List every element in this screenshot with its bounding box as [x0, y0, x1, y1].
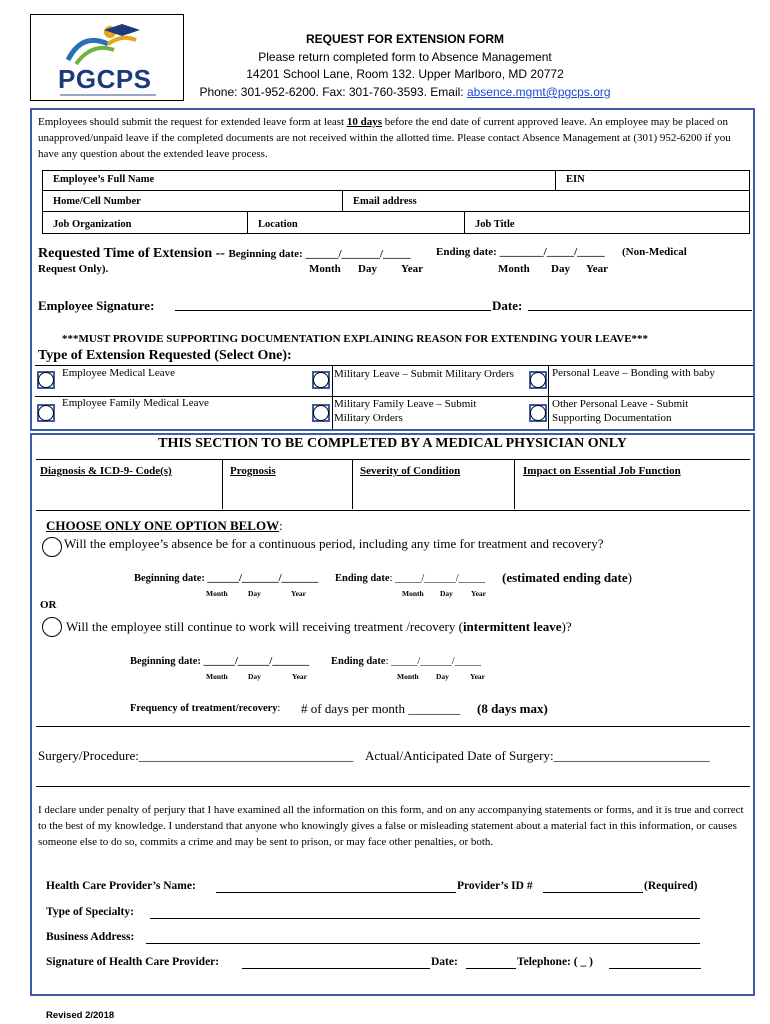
choose-option-heading [46, 518, 283, 534]
provider-id-line[interactable] [543, 892, 643, 893]
choose-option-text: CHOOSE ONLY ONE OPTION BELOW [46, 518, 280, 533]
choose-option-colon: : [279, 518, 283, 533]
documentation-notice: ***MUST PROVIDE SUPPORTING DOCUMENTATION EXPLAINING REASON FOR EXTENDING YOUR LEAVE*** [62, 333, 649, 345]
ext-end-month: Month [498, 263, 530, 275]
option-other-personal-radio[interactable] [530, 405, 546, 421]
type-grid-v1 [332, 365, 333, 429]
type-section-title: Type of Extension Requested (Select One): [38, 348, 292, 363]
frequency-label: Frequency of treatment/recovery [130, 703, 278, 714]
intro-text [38, 114, 748, 162]
organization-cell[interactable] [42, 211, 248, 234]
location-cell[interactable] [247, 211, 465, 234]
ein-label: EIN [566, 174, 585, 185]
option-personal-radio[interactable] [530, 372, 546, 388]
continuous-radio[interactable] [42, 537, 62, 557]
address: 14201 School Lane, Room 132. Upper Marlboro, MD 20772 [246, 67, 564, 81]
or-label: OR [40, 599, 57, 611]
ext-begin-month: Month [309, 263, 341, 275]
pgcps-logo-icon [62, 20, 154, 66]
extension-end[interactable]: Ending date: ________/_____/_____ [436, 246, 605, 258]
employee-signature-line[interactable] [175, 310, 491, 311]
continuous-begin-date[interactable]: Beginning date: ______/_______/_______ [134, 573, 319, 584]
signature-date-label: Date: [492, 298, 523, 313]
organization-label: Job Organization [53, 219, 132, 230]
provider-signature-line[interactable] [242, 968, 430, 969]
surgery-procedure[interactable]: Surgery/Procedure:_________________________________ [38, 748, 354, 763]
diagnosis-header: Diagnosis & ICD-9- Code(s) [40, 465, 172, 477]
option-other-personal-label: Other Personal Leave - Submit Supporting Documentation [552, 398, 689, 424]
employee-signature-label: Employee Signature: [38, 298, 155, 313]
provider-name-line[interactable] [216, 892, 456, 893]
option-military-radio[interactable] [313, 372, 329, 388]
option-medical-radio[interactable] [38, 372, 54, 388]
contact-prefix: Phone: 301-952-6200. Fax: 301-760-3593. Email: [199, 85, 467, 99]
intermittent-radio[interactable] [42, 617, 62, 637]
surgery-date[interactable]: Actual/Anticipated Date of Surgery:________________________ [365, 748, 710, 763]
i-end-year: Year [470, 672, 485, 681]
c-end-day: Day [440, 589, 453, 598]
option-family-medical-radio[interactable] [38, 405, 54, 421]
job-title-label: Job Title [475, 219, 515, 230]
job-title-cell[interactable] [464, 211, 750, 234]
provider-date-line[interactable] [466, 968, 516, 969]
frequency-value[interactable]: # of days per month ________ [301, 701, 461, 716]
ein-cell[interactable] [555, 170, 750, 191]
business-address-line[interactable] [146, 943, 700, 944]
logo-underline [60, 94, 156, 96]
specialty-line[interactable] [150, 918, 700, 919]
continuous-question: Will the employee’s absence be for a continuous period, including any time for treatment and recovery? [64, 536, 604, 551]
ext-begin-year: Year [401, 263, 423, 275]
intro-part2: before the end date of current approved leave. An employee may be placed on unapproved/unpaid leave if the completed documents are not received within the allotted time. Please contact Absence Management at (301) 952-6200 if you have any question about the extended leave process. [38, 116, 731, 160]
option-military-label: Military Leave – Submit Military Orders [334, 368, 514, 380]
continuous-end-fill: : _____/______/_____ [389, 573, 485, 584]
nonmedical-label: (Non-Medical [622, 246, 687, 258]
intermittent-q-post: )? [561, 619, 572, 634]
option-family-medical-label: Employee Family Medical Leave [62, 397, 209, 409]
option-military-family-radio[interactable] [313, 405, 329, 421]
email-label: Email address [353, 196, 417, 207]
logo-text: PGCPS [58, 64, 152, 94]
location-label: Location [258, 219, 298, 230]
estimated-ending-text: (estimated ending date [502, 570, 628, 585]
impact-header: Impact on Essential Job Function [523, 465, 681, 477]
i-end-day: Day [436, 672, 449, 681]
diagnosis-col-sep2 [352, 459, 353, 509]
form-title: REQUEST FOR EXTENSION FORM [305, 32, 504, 46]
provider-name-label: Health Care Provider’s Name: [46, 880, 196, 892]
estimated-ending-close: ) [627, 570, 633, 585]
signature-date-line[interactable] [528, 310, 752, 311]
return-instructions: Please return completed form to Absence Management [258, 50, 552, 64]
provider-date-label: Date: [431, 956, 458, 968]
employee-name-label: Employee’s Full Name [53, 174, 155, 185]
phone-label: Home/Cell Number [53, 196, 141, 207]
ext-end-day: Day [551, 263, 570, 275]
intro-days: 10 days [346, 116, 382, 128]
continuous-end-date[interactable] [335, 573, 485, 584]
provider-id-required: (Required) [644, 880, 698, 892]
provider-signature-label: Signature of Health Care Provider: [46, 956, 220, 968]
c-begin-day: Day [248, 589, 261, 598]
type-grid-v2 [548, 365, 549, 429]
provider-id-label: Provider’s ID # [457, 880, 533, 892]
extension-begin[interactable]: Beginning date: ______/_______/_____ [228, 248, 411, 260]
severity-header: Severity of Condition [360, 465, 461, 477]
intermittent-end-date[interactable] [331, 656, 481, 667]
c-end-year: Year [471, 589, 486, 598]
provider-telephone-label: Telephone: ( _ ) [517, 956, 593, 968]
ext-begin-day: Day [358, 263, 377, 275]
option-personal-label: Personal Leave – Bonding with baby [552, 367, 715, 379]
intermittent-begin-date[interactable]: Beginning date: ______/______/_______ [130, 656, 310, 667]
prognosis-header: Prognosis [230, 465, 276, 477]
declaration-text: I declare under penalty of perjury that I have examined all the information on this form, and on any accompanying statements or forms, and it is true and correct to the best of my knowledge. I understand that anyone who knowingly gives a false or misleading statement about a material fact in this information, or causes someone else to do so, commits a crime and may be sent to prison, or may face other penalties, or both. [38, 804, 744, 848]
contact-line [190, 85, 620, 99]
medical-divider-1 [36, 726, 750, 727]
frequency-max: (8 days max) [477, 701, 548, 716]
intermittent-question [66, 619, 572, 635]
intermittent-end-label: Ending date [331, 656, 386, 667]
c-end-month: Month [402, 589, 424, 598]
intermittent-q-bold: intermittent leave [462, 619, 562, 634]
business-address-label: Business Address: [46, 931, 135, 943]
email-link[interactable]: absence.mgmt@pgcps.org [466, 85, 611, 99]
specialty-label: Type of Specialty: [46, 906, 134, 918]
provider-telephone-line[interactable] [609, 968, 701, 969]
frequency-row [130, 703, 280, 714]
medical-divider-2 [36, 786, 750, 787]
diagnosis-col-sep1 [222, 459, 223, 509]
frequency-colon: : [277, 703, 281, 714]
ext-end-year: Year [586, 263, 608, 275]
intro-part1: Employees should submit the request for extended leave form at least [38, 116, 347, 128]
intermittent-q-pre: Will the employee still continue to work will receiving treatment /recovery ( [66, 619, 463, 634]
extension-row [38, 244, 411, 262]
i-begin-month: Month [206, 672, 228, 681]
estimated-ending-label [502, 570, 632, 586]
i-begin-day: Day [248, 672, 261, 681]
extension-label: Requested Time of Extension -- [38, 246, 229, 261]
c-begin-month: Month [206, 589, 228, 598]
phone-cell[interactable] [42, 190, 343, 212]
i-end-month: Month [397, 672, 419, 681]
option-military-family-label: Military Family Leave – Submit Military Orders [334, 398, 477, 424]
request-only-label: Request Only). [38, 263, 109, 275]
continuous-end-label: Ending date [335, 573, 390, 584]
medical-section-title: THIS SECTION TO BE COMPLETED BY A MEDICAL PHYSICIAN ONLY [158, 436, 627, 451]
intermittent-end-fill: : _____/______/_____ [385, 656, 481, 667]
option-medical-label: Employee Medical Leave [62, 367, 176, 379]
i-begin-year: Year [292, 672, 307, 681]
c-begin-year: Year [291, 589, 306, 598]
revision-footer: Revised 2/2018 [46, 1010, 115, 1021]
diagnosis-col-sep3 [514, 459, 515, 509]
email-cell[interactable] [342, 190, 750, 212]
employee-name-cell[interactable] [42, 170, 556, 191]
